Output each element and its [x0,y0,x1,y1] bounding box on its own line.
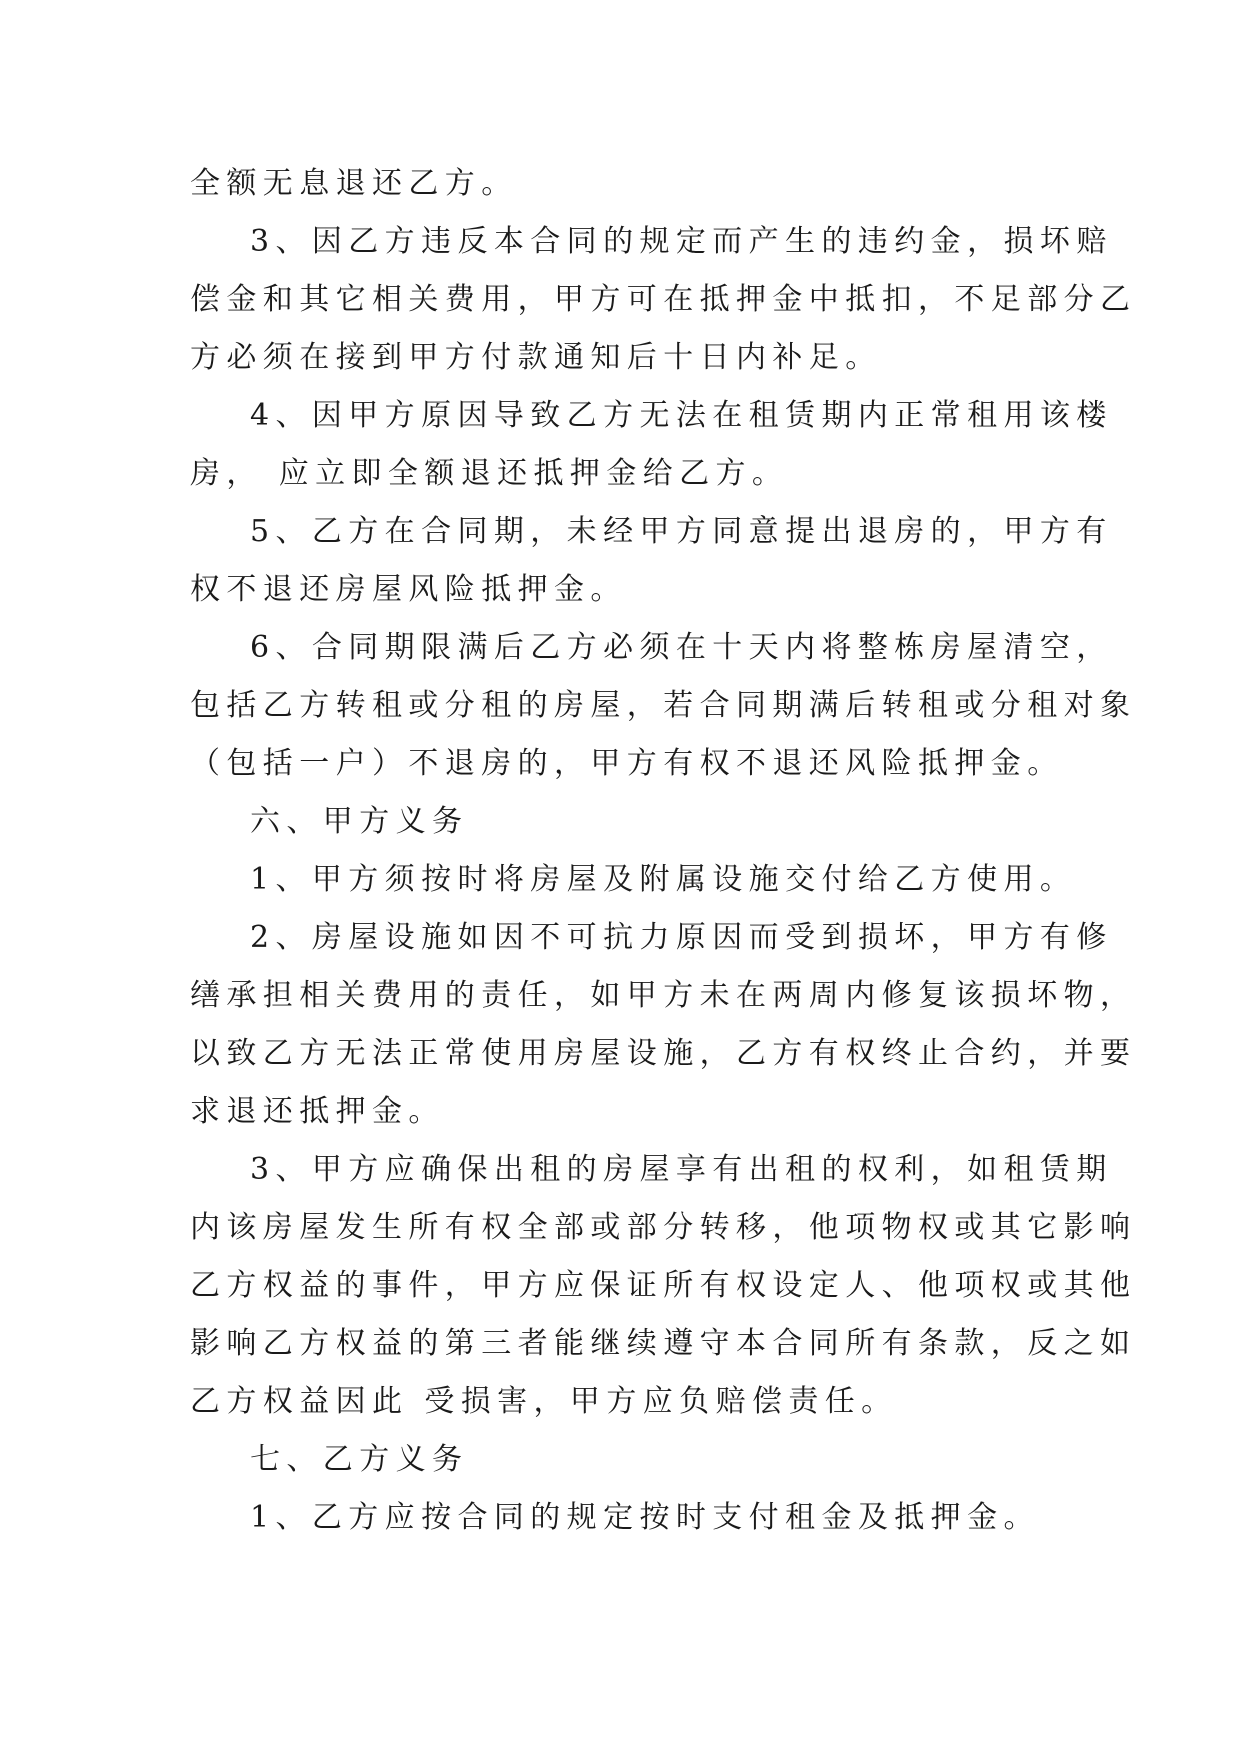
document-body [190,155,1137,1547]
text-line: 包括乙方转租或分租的房屋，若合同期满后转租或分租对象 [190,688,1137,723]
clause-3-line: 3、因乙方违反本合同的规定而产生的违约金，损坏赔 [250,224,1113,259]
text-line: 乙方权益的事件，甲方应保证所有权设定人、他项权或其他 [190,1268,1137,1303]
text-line: 影响乙方权益的第三者能继续遵守本合同所有条款，反之如 [190,1326,1137,1361]
text-line: 以致乙方无法正常使用房屋设施，乙方有权终止合约，并要 [190,1036,1137,1071]
text-line: 乙方权益因此 受损害，甲方应负赔偿责任。 [190,1384,898,1419]
clause-a1-line: 1、甲方须按时将房屋及附属设施交付给乙方使用。 [250,862,1077,897]
clause-5-line: 5、乙方在合同期，未经甲方同意提出退房的，甲方有 [250,514,1113,549]
clause-6-line: 6、合同期限满后乙方必须在十天内将整栋房屋清空， [250,630,1113,665]
clause-b1-line: 1、乙方应按合同的规定按时支付租金及抵押金。 [250,1500,1040,1535]
text-line: 全额无息退还乙方。 [190,166,518,201]
text-line: 房， 应立即全额退还抵押金给乙方。 [190,456,789,491]
text-line: 方必须在接到甲方付款通知后十日内补足。 [190,340,882,375]
clause-a2-line: 2、房屋设施如因不可抗力原因而受到损坏，甲方有修 [250,920,1113,955]
text-line: 偿金和其它相关费用，甲方可在抵押金中抵扣，不足部分乙 [190,282,1137,317]
text-line: 权不退还房屋风险抵押金。 [190,572,627,607]
section-heading-party-a-obligations: 六、甲方义务 [250,804,469,839]
text-line: 缮承担相关费用的责任，如甲方未在两周内修复该损坏物， [190,978,1137,1013]
text-line: 内该房屋发生所有权全部或部分转移，他项物权或其它影响 [190,1210,1137,1245]
text-line: 求退还抵押金。 [190,1094,445,1129]
text-line: （包括一户）不退房的，甲方有权不退还风险抵押金。 [190,746,1064,781]
clause-a3-line: 3、甲方应确保出租的房屋享有出租的权利，如租赁期 [250,1152,1113,1187]
clause-4-line: 4、因甲方原因导致乙方无法在租赁期内正常租用该楼 [250,398,1113,433]
section-heading-party-b-obligations: 七、乙方义务 [250,1442,469,1477]
